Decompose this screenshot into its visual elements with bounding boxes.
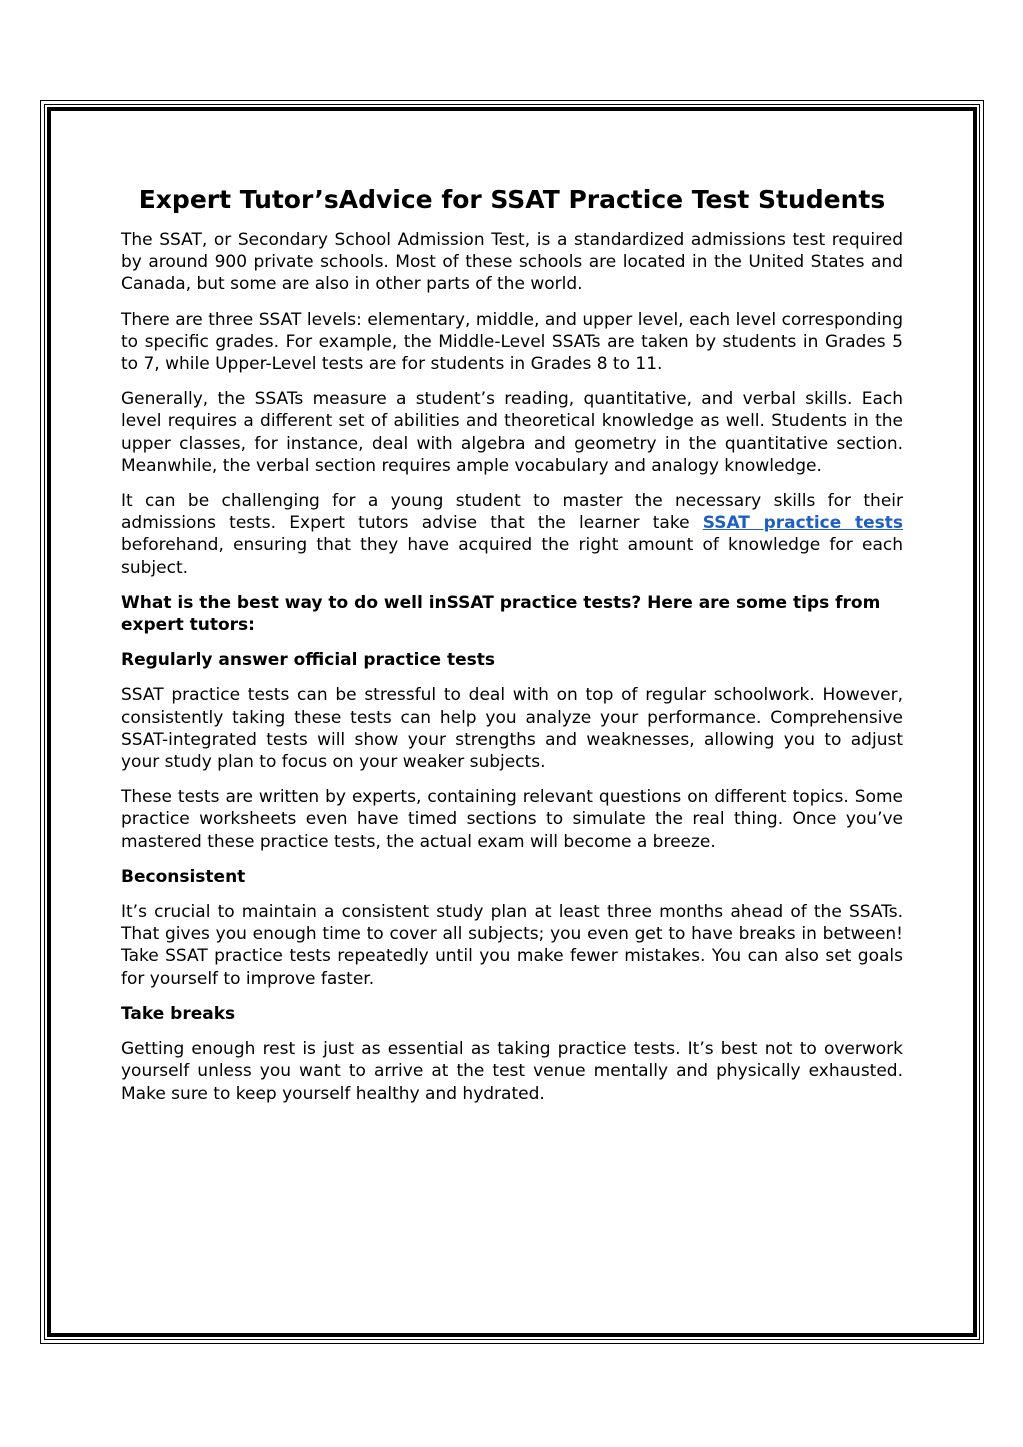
ssat-practice-tests-link[interactable]: SSAT practice tests xyxy=(702,513,903,534)
paragraph-breaks: Getting enough rest is just as essential as taking practice tests. It’s best not to overwork yourself unless you want to arrive at the test venue mentally and physically exhausted. Make sure to keep yourself healthy and hydrated. xyxy=(121,1039,903,1104)
paragraph-official-tests: SSAT practice tests can be stressful to deal with on top of regular schoolwork. However, consistently taking these tests can help you analyze your performance. Comprehensive SSAT-integrated tests will show your strengths and weaknesses, allowing you to adjust your study plan to focus on your weaker subjects. xyxy=(121,685,903,773)
paragraph-skills: Generally, the SSATs measure a student’s reading, quantitative, and verbal skills. Each level requires a different set of abilities and theoretical knowledge as well. Students in the upper classes, for instance, deal with algebra and geometry in the quantitative section. Meanwhile, the verbal section requires ample vocabulary and analogy knowledge. xyxy=(121,389,903,476)
paragraph-challenge-text-after: beforehand, ensuring that they have acquired the right amount of knowledge for each subject. xyxy=(121,535,903,578)
document-title: Expert Tutor’sAdvice for SSAT Practice Test Students xyxy=(138,185,886,214)
tips-question-heading: What is the best way to do well inSSAT practice tests? Here are some tips from expert tutors: xyxy=(121,592,881,636)
document-body xyxy=(121,183,903,1118)
paragraph-intro: The SSAT, or Secondary School Admission Test, is a standardized admissions test required by around 900 private schools. Most of these schools are located in the United States and Canada, but some are also in other parts of the world. xyxy=(121,230,903,295)
paragraph-experts: These tests are written by experts, containing relevant questions on different topics. Some practice worksheets even have timed sections to simulate the real thing. Once you’ve mastered these practice tests, the actual exam will become a breeze. xyxy=(121,787,903,852)
section-heading-breaks: Take breaks xyxy=(121,1003,236,1024)
section-heading-consistent: Beconsistent xyxy=(121,866,246,887)
section-heading-official-tests: Regularly answer official practice tests xyxy=(121,650,495,671)
paragraph-challenge-text-before: It can be challenging for a young student to master the necessary skills for their admissions tests. Expert tutors advise that the learner take xyxy=(121,491,903,534)
paragraph-levels: There are three SSAT levels: elementary, middle, and upper level, each level corresponding to specific grades. For example, the Middle-Level SSATs are taken by students in Grades 5 to 7, while Upper-Level tests are for students in Grades 8 to 11. xyxy=(121,309,903,375)
paragraph-challenge xyxy=(121,490,903,579)
paragraph-consistent: It’s crucial to maintain a consistent study plan at least three months ahead of the SSATs. That gives you enough time to cover all subjects; you even get to have breaks in between! Take SSAT practice tests repeatedly until you make fewer mistakes. You can also set goals for yourself to improve faster. xyxy=(121,902,903,989)
